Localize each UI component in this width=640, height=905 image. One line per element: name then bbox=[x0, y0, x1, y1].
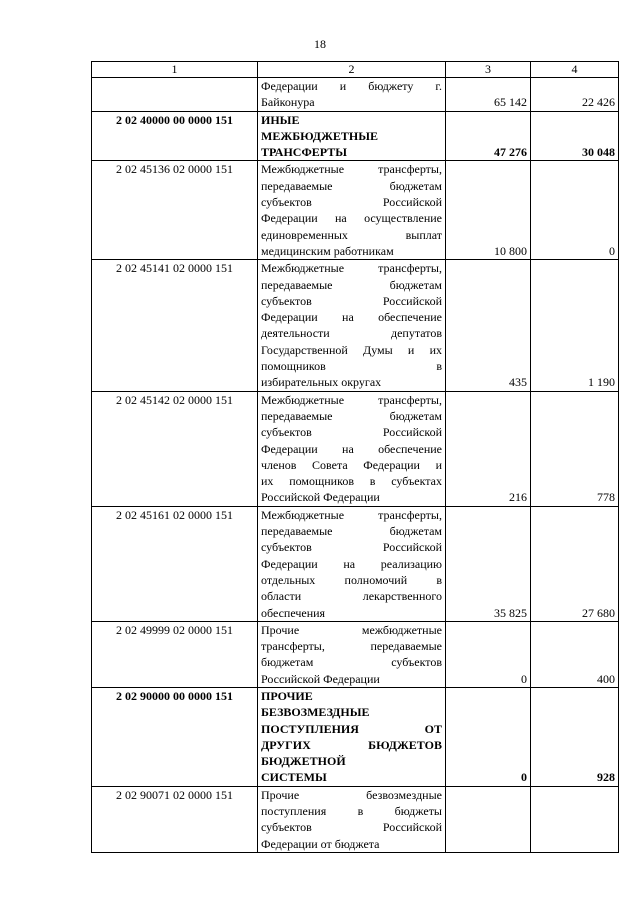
item-name-line: ДРУГИХ БЮДЖЕТОВ bbox=[261, 737, 442, 752]
item-name-cell bbox=[258, 260, 446, 391]
amount-cell-col4: 0 bbox=[531, 161, 619, 260]
budget-table bbox=[91, 61, 619, 853]
column-header-1: 1 bbox=[92, 62, 258, 78]
item-name-line: Российской Федерации bbox=[261, 671, 380, 686]
amount-cell-col4: 400 bbox=[531, 621, 619, 687]
item-name-line: ТРАНСФЕРТЫ bbox=[261, 145, 348, 160]
budget-code-cell bbox=[92, 78, 258, 112]
item-name-line: членов Совета Федерации и bbox=[261, 457, 442, 472]
item-name-line: МЕЖБЮДЖЕТНЫЕ bbox=[261, 128, 378, 143]
amount-cell-col4: 928 bbox=[531, 687, 619, 786]
amount-cell-col3: 216 bbox=[446, 391, 531, 506]
amount-cell-col3: 35 825 bbox=[446, 506, 531, 621]
item-name-line: единовременных выплат bbox=[261, 227, 442, 242]
page-number: 18 bbox=[314, 37, 326, 51]
amount-cell-col3: 10 800 bbox=[446, 161, 531, 260]
item-name-line: БЮДЖЕТНОЙ bbox=[261, 754, 346, 769]
item-name-line: бюджетам субъектов bbox=[261, 655, 442, 670]
amount-cell-col3: 65 142 bbox=[446, 78, 531, 112]
amount-cell-col4 bbox=[531, 786, 619, 852]
amount-cell-col3: 0 bbox=[446, 687, 531, 786]
item-name-line: ИНЫЕ bbox=[261, 112, 300, 127]
table-header-row bbox=[92, 62, 619, 78]
item-name-line: Федерации на обеспечение bbox=[261, 441, 442, 456]
item-name-line: Прочие межбюджетные bbox=[261, 622, 442, 637]
budget-code-cell: 2 02 90071 02 0000 151 bbox=[92, 786, 258, 852]
item-name-line: Федерации на осуществление bbox=[261, 211, 442, 226]
item-name-line: ПРОЧИЕ bbox=[261, 688, 313, 703]
amount-cell-col4: 30 048 bbox=[531, 111, 619, 161]
amount-cell-col3 bbox=[446, 786, 531, 852]
item-name-line: субъектов Российской bbox=[261, 293, 442, 308]
item-name-line: Федерации от бюджета bbox=[261, 836, 380, 851]
amount-cell-col4: 22 426 bbox=[531, 78, 619, 112]
table-row bbox=[92, 621, 619, 687]
column-header-2: 2 bbox=[258, 62, 446, 78]
item-name-line: Федерации и бюджету г. bbox=[261, 79, 442, 93]
item-name-line: поступления в бюджеты bbox=[261, 804, 442, 819]
item-name-line: Федерации на обеспечение bbox=[261, 310, 442, 325]
budget-code-cell: 2 02 45142 02 0000 151 bbox=[92, 391, 258, 506]
item-name-line: ПОСТУПЛЕНИЯ ОТ bbox=[261, 721, 442, 736]
item-name-line: передаваемые бюджетам bbox=[261, 408, 442, 423]
item-name-line: обеспечения bbox=[261, 605, 326, 620]
amount-cell-col4: 27 680 bbox=[531, 506, 619, 621]
item-name-line: Байконура bbox=[261, 95, 315, 110]
table-row bbox=[92, 161, 619, 260]
item-name-line: Межбюджетные трансферты, bbox=[261, 261, 442, 276]
item-name-cell bbox=[258, 161, 446, 260]
column-header-4: 4 bbox=[531, 62, 619, 78]
item-name-cell bbox=[258, 621, 446, 687]
item-name-line: субъектов Российской bbox=[261, 425, 442, 440]
item-name-line: Межбюджетные трансферты, bbox=[261, 392, 442, 407]
item-name-line: избирательных округах bbox=[261, 375, 382, 390]
amount-cell-col4: 778 bbox=[531, 391, 619, 506]
item-name-line: деятельности депутатов bbox=[261, 326, 442, 341]
item-name-line: отдельных полномочий в bbox=[261, 572, 442, 587]
item-name-line: области лекарственного bbox=[261, 589, 442, 604]
budget-code-cell: 2 02 49999 02 0000 151 bbox=[92, 621, 258, 687]
item-name-line: субъектов Российской bbox=[261, 540, 442, 555]
item-name-line: Федерации на реализацию bbox=[261, 556, 442, 571]
item-name-line: помощников в bbox=[261, 359, 442, 374]
table-row bbox=[92, 111, 619, 161]
amount-cell-col3: 0 bbox=[446, 621, 531, 687]
table-row bbox=[92, 78, 619, 112]
item-name-cell bbox=[258, 687, 446, 786]
item-name-line: передаваемые бюджетам bbox=[261, 178, 442, 193]
item-name-line: медицинским работникам bbox=[261, 243, 394, 258]
amount-cell-col3: 47 276 bbox=[446, 111, 531, 161]
item-name-line: БЕЗВОЗМЕЗДНЫЕ bbox=[261, 705, 370, 720]
table-row bbox=[92, 687, 619, 786]
item-name-line: их помощников в субъектах bbox=[261, 474, 442, 489]
item-name-cell bbox=[258, 391, 446, 506]
column-header-3: 3 bbox=[446, 62, 531, 78]
table-row bbox=[92, 506, 619, 621]
budget-code-cell: 2 02 45161 02 0000 151 bbox=[92, 506, 258, 621]
table-row bbox=[92, 260, 619, 391]
item-name-line: Государственной Думы и их bbox=[261, 342, 442, 357]
item-name-cell bbox=[258, 786, 446, 852]
item-name-cell bbox=[258, 506, 446, 621]
item-name-line: субъектов Российской bbox=[261, 820, 442, 835]
item-name-line: передаваемые бюджетам bbox=[261, 277, 442, 292]
item-name-line: СИСТЕМЫ bbox=[261, 770, 327, 785]
budget-code-cell: 2 02 40000 00 0000 151 bbox=[92, 111, 258, 161]
budget-code-cell: 2 02 45136 02 0000 151 bbox=[92, 161, 258, 260]
budget-code-cell: 2 02 45141 02 0000 151 bbox=[92, 260, 258, 391]
table-body bbox=[92, 78, 619, 853]
item-name-line: Межбюджетные трансферты, bbox=[261, 507, 442, 522]
table-row bbox=[92, 786, 619, 852]
budget-code-cell: 2 02 90000 00 0000 151 bbox=[92, 687, 258, 786]
item-name-line: трансферты, передаваемые bbox=[261, 639, 442, 654]
item-name-line: Российской Федерации bbox=[261, 490, 380, 505]
item-name-cell bbox=[258, 78, 446, 112]
item-name-line: субъектов Российской bbox=[261, 195, 442, 210]
item-name-cell bbox=[258, 111, 446, 161]
item-name-line: Межбюджетные трансферты, bbox=[261, 162, 442, 177]
table-row bbox=[92, 391, 619, 506]
amount-cell-col3: 435 bbox=[446, 260, 531, 391]
item-name-line: передаваемые бюджетам bbox=[261, 524, 442, 539]
amount-cell-col4: 1 190 bbox=[531, 260, 619, 391]
item-name-line: Прочие безвозмездные bbox=[261, 787, 442, 802]
